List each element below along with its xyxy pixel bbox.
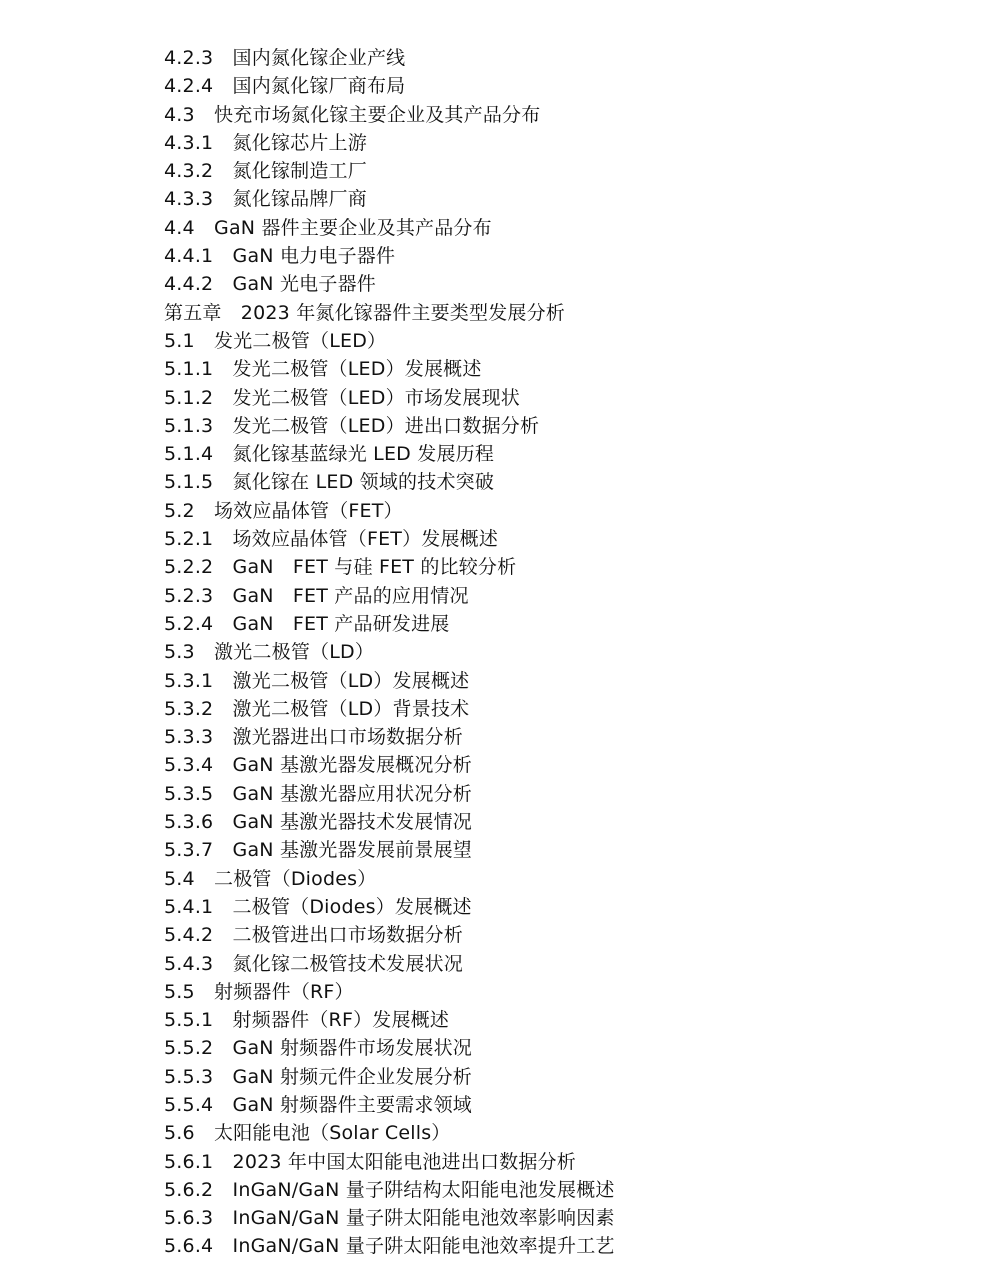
- toc-entry: 5.2.3 GaN FET 产品的应用情况: [164, 584, 469, 607]
- toc-entry: 5.6.3 InGaN/GaN 量子阱太阳能电池效率影响因素: [164, 1207, 615, 1230]
- toc-entry: 5.2.1 场效应晶体管（FET）发展概述: [164, 528, 499, 551]
- toc-entry: 4.3.1 氮化镓芯片上游: [164, 131, 367, 154]
- toc-entry: 5.1.5 氮化镓在 LED 领域的技术突破: [164, 471, 495, 494]
- toc-entry: 5.6 太阳能电池（Solar Cells）: [164, 1122, 451, 1145]
- toc-entry: 5.3.7 GaN 基激光器发展前景展望: [164, 839, 472, 862]
- chapter-heading: 第五章 2023 年氮化镓器件主要类型发展分析: [164, 301, 565, 324]
- toc-entry: 5.6.1 2023 年中国太阳能电池进出口数据分析: [164, 1150, 576, 1173]
- toc-entry: 5.3 激光二极管（LD）: [164, 641, 375, 664]
- toc-entry: 5.2.2 GaN FET 与硅 FET 的比较分析: [164, 556, 517, 579]
- toc-entry: 5.2 场效应晶体管（FET）: [164, 499, 403, 522]
- toc-entry: 5.3.6 GaN 基激光器技术发展情况: [164, 811, 472, 834]
- toc-entry: 5.4.1 二极管（Diodes）发展概述: [164, 895, 472, 918]
- toc-entry: 5.1.1 发光二极管（LED）发展概述: [164, 358, 482, 381]
- toc-entry: 5.1.4 氮化镓基蓝绿光 LED 发展历程: [164, 443, 495, 466]
- toc-entry: 5.4 二极管（Diodes）: [164, 867, 377, 890]
- toc-entry: 4.2.4 国内氮化镓厂商布局: [164, 75, 406, 98]
- toc-entry: 4.4.2 GaN 光电子器件: [164, 273, 376, 296]
- toc-entry: 4.3 快充市场氮化镓主要企业及其产品分布: [164, 103, 541, 126]
- toc-entry: 5.4.3 氮化镓二极管技术发展状况: [164, 952, 463, 975]
- toc-entry: 4.4.1 GaN 电力电子器件: [164, 245, 396, 268]
- table-of-contents: [164, 44, 984, 1261]
- toc-entry: 5.2.4 GaN FET 产品研发进展: [164, 612, 450, 635]
- toc-entry: 5.4.2 二极管进出口市场数据分析: [164, 924, 463, 947]
- toc-entry: 5.3.5 GaN 基激光器应用状况分析: [164, 782, 472, 805]
- toc-entry: 5.3.3 激光器进出口市场数据分析: [164, 726, 463, 749]
- toc-entry: 5.3.1 激光二极管（LD）发展概述: [164, 669, 470, 692]
- toc-entry: 5.5.2 GaN 射频器件市场发展状况: [164, 1037, 472, 1060]
- toc-entry: 5.5 射频器件（RF）: [164, 980, 354, 1003]
- toc-entry: 4.2.3 国内氮化镓企业产线: [164, 47, 406, 69]
- toc-entry: 5.3.2 激光二极管（LD）背景技术: [164, 697, 470, 720]
- toc-entry: 5.5.1 射频器件（RF）发展概述: [164, 1009, 450, 1032]
- toc-entry: 5.3.4 GaN 基激光器发展概况分析: [164, 754, 472, 777]
- toc-entry: 5.6.4 InGaN/GaN 量子阱太阳能电池效率提升工艺: [164, 1235, 615, 1258]
- toc-entry: 5.6.2 InGaN/GaN 量子阱结构太阳能电池发展概述: [164, 1178, 615, 1201]
- toc-entry: 5.5.3 GaN 射频元件企业发展分析: [164, 1065, 472, 1088]
- toc-entry: 5.1 发光二极管（LED）: [164, 329, 387, 352]
- toc-entry: 5.5.4 GaN 射频器件主要需求领域: [164, 1093, 472, 1116]
- toc-entry: 5.1.2 发光二极管（LED）市场发展现状: [164, 386, 520, 409]
- toc-entry: 5.1.3 发光二极管（LED）进出口数据分析: [164, 414, 540, 437]
- toc-entry: 4.4 GaN 器件主要企业及其产品分布: [164, 216, 492, 239]
- toc-entry: 4.3.2 氮化镓制造工厂: [164, 160, 367, 183]
- toc-entry: 4.3.3 氮化镓品牌厂商: [164, 188, 367, 211]
